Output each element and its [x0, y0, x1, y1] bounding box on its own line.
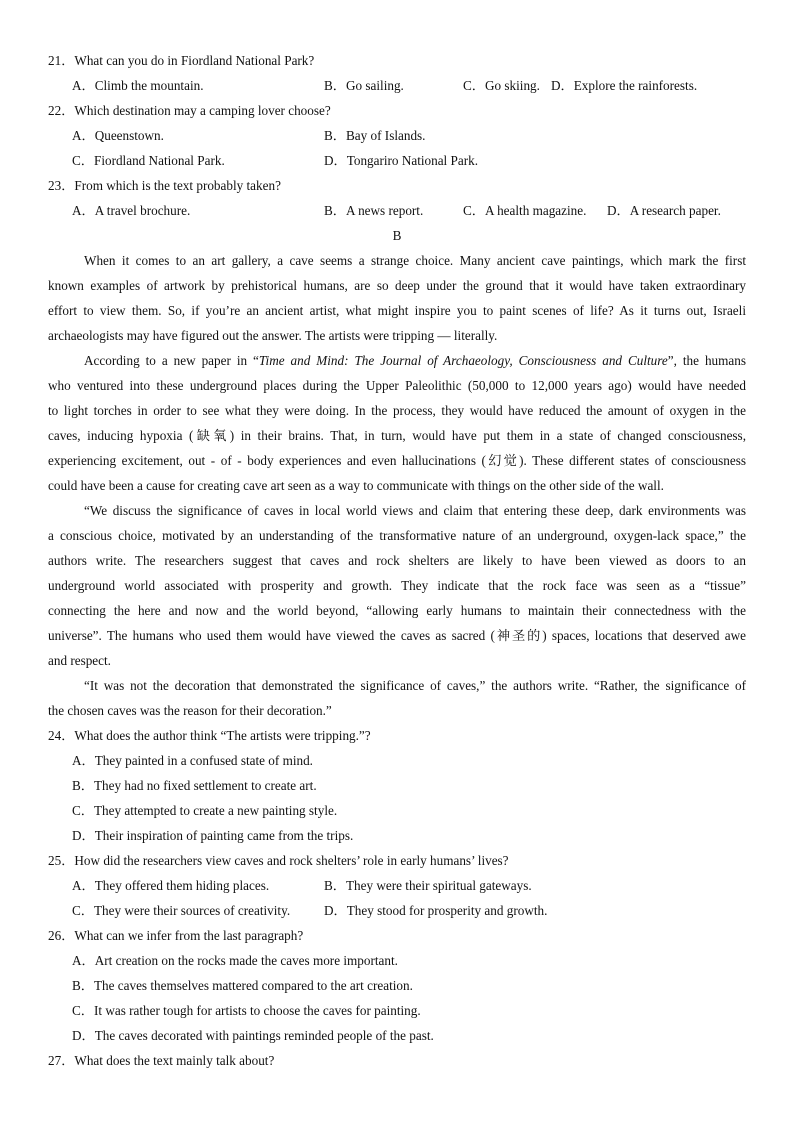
- passage-line: known examples of artwork by prehistorical humans, are so deep under the ground that it would have taken extraordinary: [48, 278, 746, 293]
- question-27: 27．What does the text mainly talk about?: [48, 1053, 275, 1068]
- journal-title: Time and Mind: The Journal of Archaeology, Consciousness and Culture: [258, 353, 668, 368]
- passage-text: According to a new paper in “: [84, 353, 259, 368]
- section-label: B: [392, 228, 402, 243]
- q26-option-c: C．It was rather tough for artists to choose the caves for painting.: [72, 1003, 421, 1018]
- q23-option-b: B．A news report.: [324, 203, 424, 218]
- passage-line: authors write. The researchers suggest that caves and rock shelters are likely to have been viewed as doors to an: [48, 553, 746, 568]
- passage-text: ”, the humans: [667, 353, 746, 368]
- passage-line: who ventured into these underground places during the Upper Paleolithic (50,000 to 12,000 years ago) would have needed: [48, 378, 746, 393]
- passage-line: “We discuss the significance of caves in local world views and claim that entering these deep, dark environments was: [84, 503, 746, 518]
- question-21: 21．What can you do in Fiordland National Park?: [48, 53, 315, 68]
- passage-line: underground world associated with prosperity and growth. They indicate that the rock face was seen as a “tissue”: [48, 578, 746, 593]
- q22-option-c: C．Fiordland National Park.: [72, 153, 225, 168]
- q21-option-d: D．Explore the rainforests.: [551, 78, 698, 93]
- question-23: 23．From which is the text probably taken?: [48, 178, 281, 193]
- question-25: 25．How did the researchers view caves and rock shelters’ role in early humans’ lives?: [48, 853, 509, 868]
- q24-option-c: C．They attempted to create a new painting style.: [72, 803, 338, 818]
- q26-option-b: B．The caves themselves mattered compared to the art creation.: [72, 978, 413, 993]
- passage-line: a conscious choice, motivated by an understanding of the transformative nature of an underground, oxygen-lack space,” the: [48, 528, 746, 543]
- question-24: 24．What does the author think “The artists were tripping.”?: [48, 728, 371, 743]
- passage-line: When it comes to an art gallery, a cave seems a strange choice. Many ancient cave paintings, which mark the first: [84, 253, 746, 268]
- q24-option-d: D．Their inspiration of painting came from the trips.: [72, 828, 354, 843]
- q22-option-a: A．Queenstown.: [72, 128, 164, 143]
- q21-option-b: B．Go sailing.: [324, 78, 404, 93]
- passage-line: the chosen caves was the reason for their decoration.”: [48, 703, 332, 718]
- passage-line: “It was not the decoration that demonstrated the significance of caves,” the authors write. “Rather, the significance of: [84, 678, 746, 693]
- q22-option-b: B．Bay of Islands.: [324, 128, 426, 143]
- q25-option-d: D．They stood for prosperity and growth.: [324, 903, 548, 918]
- passage-line: could have been a cause for creating cave art seen as a way to communicate with things on the other side of the wall.: [48, 478, 664, 493]
- q21-option-a: A．Climb the mountain.: [72, 78, 204, 93]
- q21-option-c: C．Go skiing.: [463, 78, 540, 93]
- q26-option-a: A．Art creation on the rocks made the caves more important.: [72, 953, 398, 968]
- q22-option-d: D．Tongariro National Park.: [324, 153, 478, 168]
- passage-line: experiencing excitement, out - of - body experiences and even hallucinations (幻觉). These different states of consciousness: [48, 453, 746, 468]
- q23-option-a: A．A travel brochure.: [72, 203, 191, 218]
- passage-line: caves, inducing hypoxia (缺氧) in their brains. That, in turn, would have put them in a state of changed consciousness,: [48, 428, 746, 443]
- q23-option-d: D．A research paper.: [607, 203, 721, 218]
- passage-line: universe”. The humans who used them would have viewed the caves as sacred (神圣的) spaces, locations that deserved awe: [48, 628, 746, 643]
- q25-option-a: A．They offered them hiding places.: [72, 878, 270, 893]
- passage-line: [84, 348, 746, 373]
- q23-option-c: C．A health magazine.: [463, 203, 587, 218]
- passage-line: connecting the here and now and the world beyond, “allowing early humans to maintain their connectedness with the: [48, 603, 746, 618]
- passage-line: and respect.: [48, 653, 111, 668]
- passage-line: to light torches in order to see what they were doing. In the process, they would have reduced the amount of oxygen in the: [48, 403, 746, 418]
- q25-option-b: B．They were their spiritual gateways.: [324, 878, 532, 893]
- passage-line: effort to view them. So, if you’re an ancient artist, what might inspire you to paint scenes of life? As it turns out, Israeli: [48, 303, 746, 318]
- q24-option-a: A．They painted in a confused state of mind.: [72, 753, 313, 768]
- q26-option-d: D．The caves decorated with paintings reminded people of the past.: [72, 1028, 434, 1043]
- question-26: 26．What can we infer from the last paragraph?: [48, 928, 304, 943]
- question-22: 22．Which destination may a camping lover choose?: [48, 103, 331, 118]
- q25-option-c: C．They were their sources of creativity.: [72, 903, 291, 918]
- passage-line: archaeologists may have figured out the answer. The artists were tripping — literally.: [48, 328, 498, 343]
- q24-option-b: B．They had no fixed settlement to create art.: [72, 778, 317, 793]
